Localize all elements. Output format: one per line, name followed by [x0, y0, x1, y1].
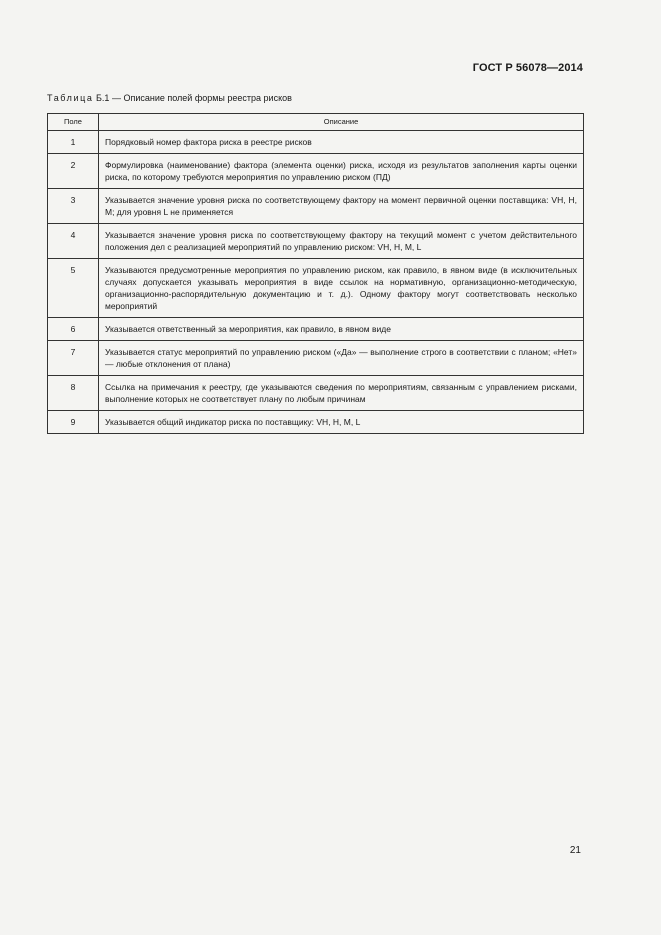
field-number: 2	[48, 154, 99, 189]
caption-label: Таблица	[47, 93, 94, 103]
table-row	[48, 224, 584, 259]
field-number: 4	[48, 224, 99, 259]
table-row	[48, 376, 584, 411]
column-header-field: Поле	[48, 114, 99, 131]
field-number: 6	[48, 318, 99, 341]
caption-dash: —	[109, 93, 124, 103]
field-number: 1	[48, 131, 99, 154]
document-code: ГОСТ Р 56078—2014	[472, 62, 583, 74]
field-description: Указываются предусмотренные мероприятия по управлению риском, как правило, в явном виде (в исключительных случаях допускается указывать мероприятия в виде ссылок на нормативную, организационно-методическую, организационно-распорядительную документацию и т. д.). Одному фактору могут соответствовать несколько мероприятий	[99, 259, 584, 318]
table-header-row	[48, 114, 584, 131]
field-number: 3	[48, 189, 99, 224]
field-number: 7	[48, 341, 99, 376]
caption-number: Б.1	[96, 93, 110, 103]
caption-title: Описание полей формы реестра рисков	[123, 93, 292, 103]
table-row	[48, 189, 584, 224]
field-description: Указывается значение уровня риска по соответствующему фактору на момент первичной оценки поставщика: VH, H, M; для уровня L не применяется	[99, 189, 584, 224]
field-description: Указывается ответственный за мероприятия, как правило, в явном виде	[99, 318, 584, 341]
table-row	[48, 259, 584, 318]
table-row	[48, 131, 584, 154]
field-description: Указывается статус мероприятий по управлению риском («Да» — выполнение строго в соответствии с планом; «Нет» — любые отклонения от плана)	[99, 341, 584, 376]
field-number: 8	[48, 376, 99, 411]
field-description: Указывается значение уровня риска по соответствующему фактору на текущий момент с учетом действительного положения дел с реализацией мероприятий по управлению риском: VH, H, M, L	[99, 224, 584, 259]
table-row	[48, 318, 584, 341]
table-caption	[47, 93, 292, 103]
field-description: Формулировка (наименование) фактора (элемента оценки) риска, исходя из результатов заполнения карты оценки риска, по которому требуются мероприятия по управлению риском (ПД)	[99, 154, 584, 189]
field-description: Ссылка на примечания к реестру, где указываются сведения по мероприятиям, связанным с управлением рисками, выполнение которых не соответствует плану по любым причинам	[99, 376, 584, 411]
table-row	[48, 341, 584, 376]
risk-register-fields-table	[47, 113, 584, 434]
field-description: Указывается общий индикатор риска по поставщику: VH, H, M, L	[99, 411, 584, 434]
table-row	[48, 411, 584, 434]
table-row	[48, 154, 584, 189]
page-number: 21	[569, 845, 581, 856]
field-description: Порядковый номер фактора риска в реестре рисков	[99, 131, 584, 154]
column-header-description: Описание	[99, 114, 584, 131]
field-number: 5	[48, 259, 99, 318]
field-number: 9	[48, 411, 99, 434]
